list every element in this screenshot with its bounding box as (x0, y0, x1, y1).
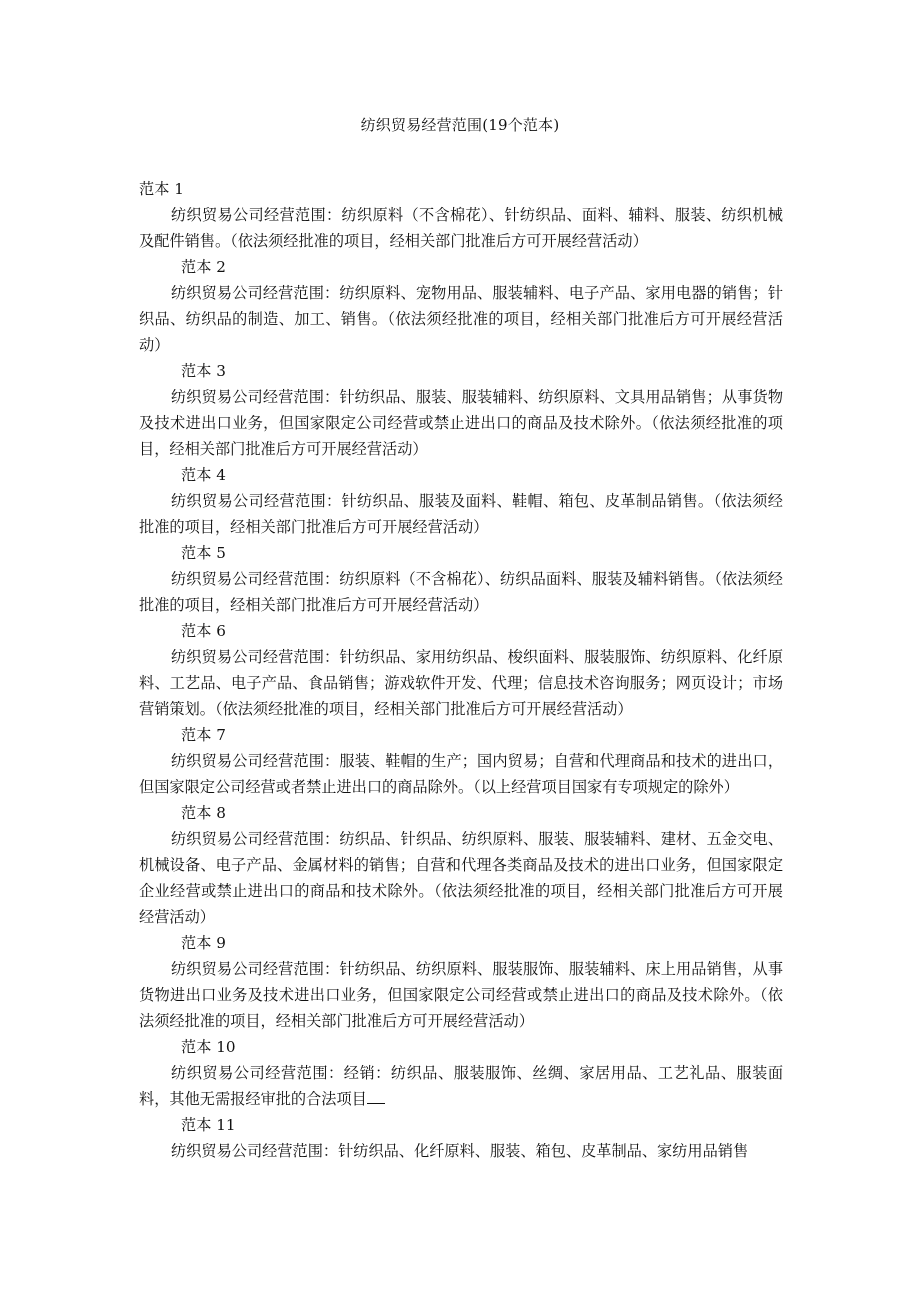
sample-heading: 范本 5 (181, 544, 226, 562)
sample-block-7 (139, 722, 783, 800)
sample-text: 纺织贸易公司经营范围：纺织原料（不含棉花）、针纺织品、面料、辅料、服装、纺织机械及配件销售。（依法须经批准的项目，经相关部门批准后方可开展经营活动） (139, 206, 783, 250)
sample-heading: 范本 10 (181, 1038, 236, 1056)
sample-text: 纺织贸易公司经营范围：纺织品、针织品、纺织原料、服装、服装辅料、建材、五金交电、机械设备、电子产品、金属材料的销售；自营和代理各类商品及技术的进出口业务，但国家限定企业经营或禁止进出口的商品和技术除外。（依法须经批准的项目，经相关部门批准后方可开展经营活动） (139, 830, 783, 926)
sample-text: 纺织贸易公司经营范围：针纺织品、服装、服装辅料、纺织原料、文具用品销售；从事货物及技术进出口业务，但国家限定公司经营或禁止进出口的商品及技术除外。（依法须经批准的项目，经相关部门批准后方可开展经营活动） (139, 388, 783, 458)
sample-block-2 (139, 254, 783, 358)
sample-heading: 范本 6 (181, 622, 226, 640)
sample-block-3 (139, 358, 783, 462)
sample-heading: 范本 1 (139, 180, 184, 198)
sample-text-container (139, 1060, 783, 1112)
sample-block-1 (139, 176, 783, 254)
sample-text: 纺织贸易公司经营范围：纺织原料、宠物用品、服装辅料、电子产品、家用电器的销售；针织品、纺织品的制造、加工、销售。（依法须经批准的项目，经相关部门批准后方可开展经营活动） (139, 284, 783, 354)
sample-block-4 (139, 462, 783, 540)
sample-block-6 (139, 618, 783, 722)
sample-text: 纺织贸易公司经营范围：针纺织品、家用纺织品、梭织面料、服装服饰、纺织原料、化纤原料、工艺品、电子产品、食品销售；游戏软件开发、代理；信息技术咨询服务；网页设计；市场营销策划。（依法须经批准的项目，经相关部门批准后方可开展经营活动） (139, 648, 783, 718)
sample-block-5 (139, 540, 783, 618)
sample-heading: 范本 2 (181, 258, 226, 276)
blank-underline (367, 1089, 385, 1104)
sample-block-10 (139, 1034, 783, 1112)
document-body (139, 176, 783, 1164)
document-title: 纺织贸易经营范围(19个范本) (360, 116, 560, 134)
sample-heading: 范本 7 (181, 726, 226, 744)
sample-text: 纺织贸易公司经营范围：针纺织品、服装及面料、鞋帽、箱包、皮革制品销售。（依法须经批准的项目，经相关部门批准后方可开展经营活动） (139, 492, 783, 536)
sample-block-9 (139, 930, 783, 1034)
sample-heading: 范本 4 (181, 466, 226, 484)
sample-block-11 (139, 1112, 783, 1164)
sample-block-8 (139, 800, 783, 930)
sample-text: 纺织贸易公司经营范围：纺织原料（不含棉花）、纺织品面料、服装及辅料销售。（依法须经批准的项目，经相关部门批准后方可开展经营活动） (139, 570, 783, 614)
sample-text: 纺织贸易公司经营范围：针纺织品、化纤原料、服装、箱包、皮革制品、家纺用品销售 (171, 1142, 749, 1160)
sample-text: 纺织贸易公司经营范围：针纺织品、纺织原料、服装服饰、服装辅料、床上用品销售，从事货物进出口业务及技术进出口业务，但国家限定公司经营或禁止进出口的商品及技术除外。（依法须经批准的项目，经相关部门批准后方可开展经营活动） (139, 960, 783, 1030)
sample-heading: 范本 3 (181, 362, 226, 380)
sample-heading: 范本 9 (181, 934, 226, 952)
sample-text: 纺织贸易公司经营范围：服装、鞋帽的生产；国内贸易；自营和代理商品和技术的进出口，但国家限定公司经营或者禁止进出口的商品除外。（以上经营项目国家有专项规定的除外） (139, 752, 783, 796)
sample-heading: 范本 8 (181, 804, 226, 822)
sample-text: 纺织贸易公司经营范围：经销：纺织品、服装服饰、丝绸、家居用品、工艺礼品、服装面料，其他无需报经审批的合法项目 (139, 1064, 783, 1108)
sample-heading: 范本 11 (181, 1116, 236, 1134)
